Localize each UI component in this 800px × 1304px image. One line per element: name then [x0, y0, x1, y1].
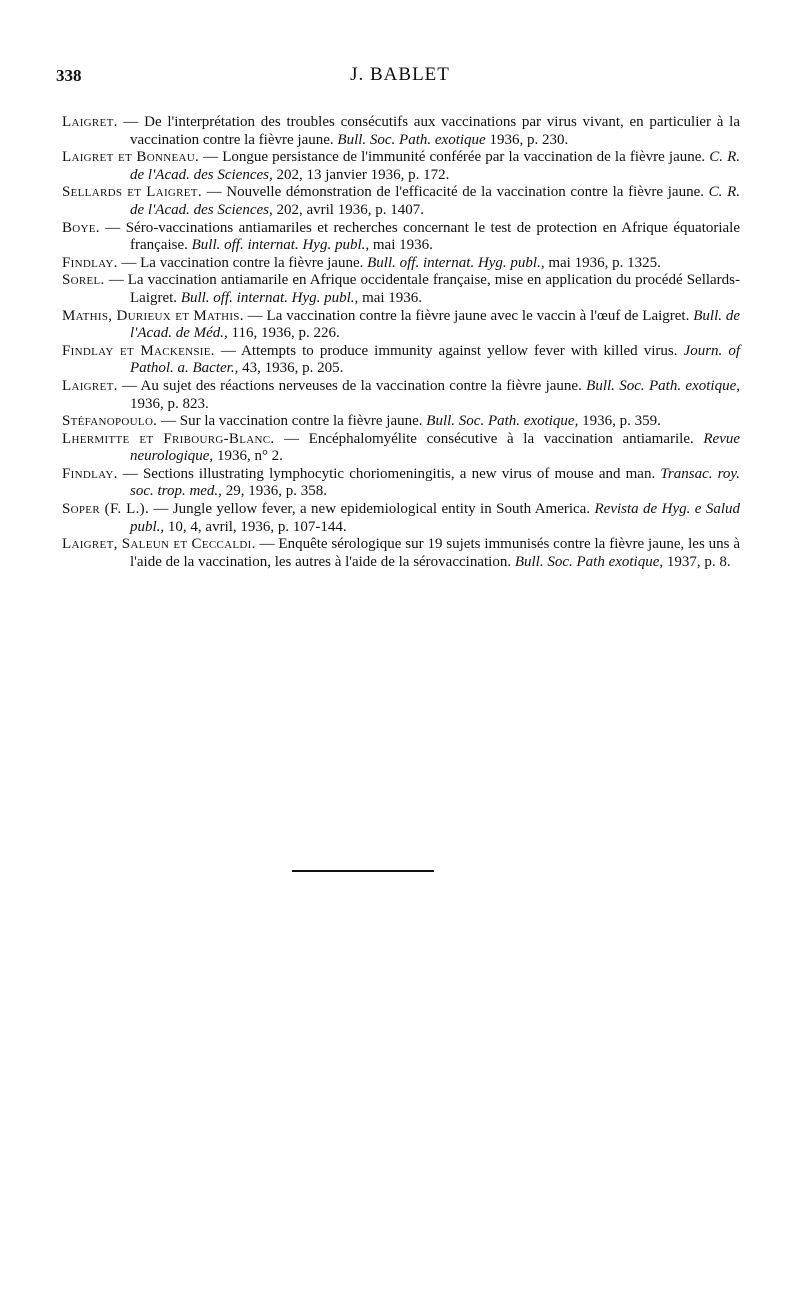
reference-details: mai 1936.	[372, 237, 433, 254]
reference-details: 1936, p. 359.	[582, 413, 661, 430]
reference-details: 1936, p. 823.	[130, 395, 209, 412]
reference-citation: C. R. de l'Acad. des Sciences,	[130, 149, 740, 183]
reference-citation: Journ. of Pathol. a. Bacter.,	[130, 342, 740, 377]
reference-authors: Findlay.	[62, 465, 118, 482]
reference-item	[62, 255, 740, 273]
reference-authors: Sellards et Laigret.	[62, 184, 202, 201]
reference-item	[62, 501, 740, 536]
reference-citation: Bull. off. internat. Hyg. publ.,	[191, 237, 370, 254]
reference-title: — Séro-vaccinations antiamariles et recherches concernant le test de protection en Afrique équatoriale française.	[105, 219, 741, 254]
reference-details: mai 1936.	[362, 289, 423, 306]
reference-title: — La vaccination antiamarile en Afrique occidentale française, mise en application du procédé Sellards-Laigret.	[108, 272, 741, 306]
reference-details: 202, 13 janvier 1936, p. 172.	[276, 166, 450, 183]
reference-item	[62, 114, 740, 149]
reference-citation: C. R. de l'Acad. des Sciences,	[130, 184, 741, 218]
reference-citation: Revista de Hyg. e Salud publ.,	[130, 501, 740, 535]
running-head: J. BABLET	[350, 64, 450, 85]
reference-citation: Bull. off. internat. Hyg. publ.,	[367, 254, 545, 271]
reference-item	[62, 220, 740, 255]
reference-details: 202, avril 1936, p. 1407.	[276, 201, 424, 218]
reference-item	[62, 184, 740, 219]
reference-title: — La vaccination contre la fièvre jaune.	[121, 254, 364, 271]
reference-authors: Laigret et Bonneau.	[62, 149, 200, 166]
reference-item	[62, 431, 740, 466]
reference-authors: Laigret.	[62, 377, 118, 394]
reference-details: 1936, n° 2.	[216, 448, 283, 465]
reference-authors: Laigret.	[62, 114, 118, 130]
reference-item	[62, 308, 740, 343]
reference-title: — Jungle yellow fever, a new epidemiological entity in South America.	[153, 501, 591, 518]
reference-authors: Lhermitte et Fribourg-Blanc.	[62, 430, 275, 447]
reference-item	[62, 343, 740, 378]
reference-item	[62, 378, 740, 413]
reference-item	[62, 536, 740, 571]
reference-details: 10, 4, avril, 1936, p. 107-144.	[167, 518, 347, 535]
reference-title: — Attempts to produce immunity against yellow fever with killed virus.	[220, 342, 678, 359]
reference-citation: Bull. de l'Acad. de Méd.,	[130, 307, 741, 342]
reference-authors: Boye.	[62, 219, 100, 236]
page-number: 338	[56, 66, 82, 85]
reference-authors: Soper (F. L.).	[62, 501, 150, 518]
reference-authors: Stéfanopoulo.	[62, 413, 158, 430]
reference-title: — Sections illustrating lymphocytic choriomeningitis, a new virus of mouse and man.	[122, 465, 656, 482]
reference-item	[62, 272, 740, 307]
reference-title: — Enquête sérologique sur 19 sujets immunisés contre la fièvre jaune, les uns à l'aide de la vaccination, les autres à l'aide de la sérovaccination.	[130, 536, 740, 570]
reference-citation: Revue neurologique,	[130, 430, 741, 465]
reference-authors: Sorel.	[62, 272, 105, 289]
reference-citation: Bull. Soc. Path. exotique,	[426, 413, 579, 430]
reference-authors: Findlay et Mackensie.	[62, 342, 215, 359]
reference-details: 116, 1936, p. 226.	[231, 325, 340, 342]
end-rule	[292, 870, 434, 872]
reference-citation: Bull. Soc. Path. exotique,	[586, 377, 740, 394]
reference-title: — Nouvelle démonstration de l'efficacité de la vaccination contre la fièvre jaune.	[206, 184, 704, 201]
reference-item	[62, 466, 740, 501]
reference-citation: Transac. roy. soc. trop. med.,	[130, 465, 740, 500]
reference-details: 43, 1936, p. 205.	[242, 360, 344, 377]
reference-details: 29, 1936, p. 358.	[225, 483, 327, 500]
reference-citation: Bull. Soc. Path exotique,	[514, 553, 664, 570]
reference-title: — Au sujet des réactions nerveuses de la vaccination contre la fièvre jaune.	[121, 377, 582, 394]
reference-title: — La vaccination contre la fièvre jaune avec le vaccin à l'œuf de Laigret.	[247, 307, 690, 324]
reference-authors: Mathis, Durieux et Mathis.	[62, 307, 244, 324]
reference-authors: Findlay.	[62, 254, 118, 271]
reference-title: — Encéphalomyélite consécutive à la vaccination antiamarile.	[284, 430, 694, 447]
reference-title: — Sur la vaccination contre la fièvre jaune.	[160, 413, 423, 430]
reference-citation: Bull. off. internat. Hyg. publ.,	[180, 289, 359, 306]
reference-title: — Longue persistance de l'immunité conférée par la vaccination de la fièvre jaune.	[203, 149, 706, 166]
reference-details: 1936, p. 230.	[489, 131, 569, 148]
reference-list	[62, 114, 740, 571]
reference-details: 1937, p. 8.	[666, 553, 731, 570]
reference-title: — De l'interprétation des troubles consécutifs aux vaccinations par virus vivant, en particulier à la vaccination contre la fièvre jaune.	[123, 114, 741, 148]
reference-item	[62, 149, 740, 184]
reference-item	[62, 413, 740, 431]
reference-authors: Laigret, Saleun et Ceccaldi.	[62, 536, 256, 553]
reference-citation: Bull. Soc. Path. exotique	[337, 131, 486, 148]
reference-details: mai 1936, p. 1325.	[548, 254, 661, 271]
